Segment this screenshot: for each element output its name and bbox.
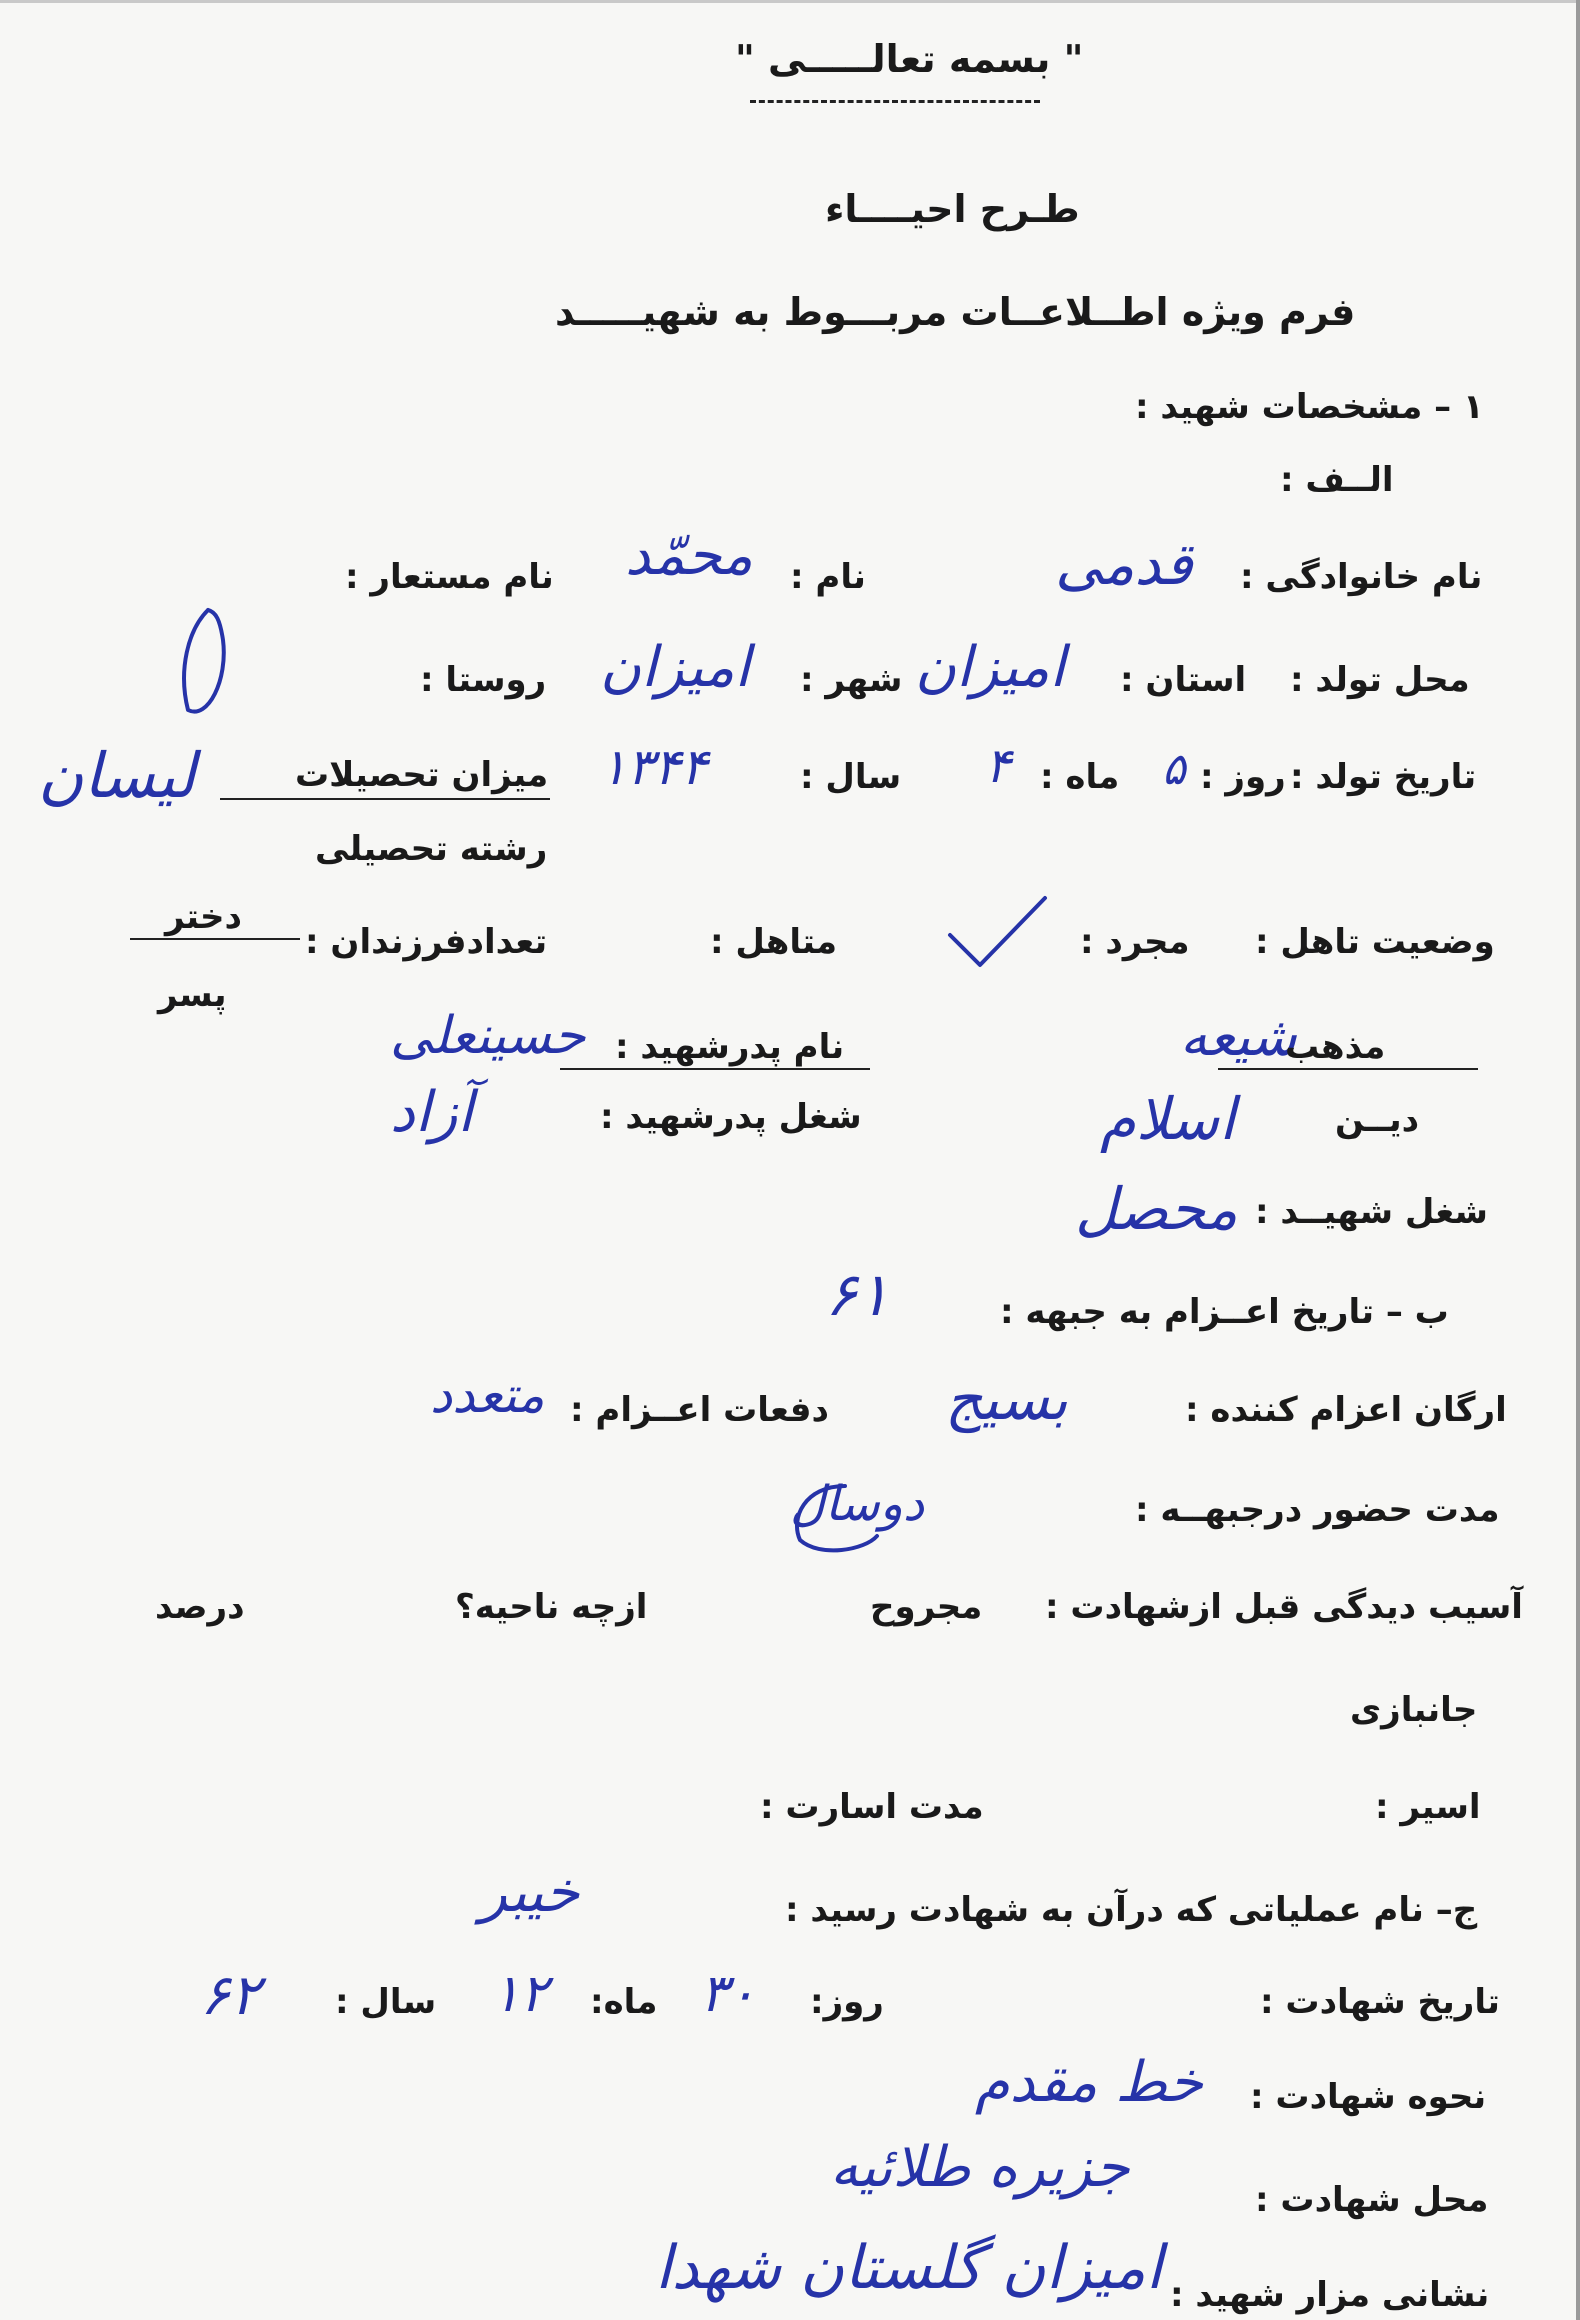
family-name-value: قدمی — [1055, 530, 1193, 598]
alias-label: نام مستعار : — [345, 557, 554, 597]
father-name-underline — [560, 1068, 870, 1070]
dispatch-date-label: ب – تاريخ اعــزام به جبهه : — [1000, 1292, 1449, 1332]
education-scribble-mark — [148, 600, 268, 730]
children-daughter-label: دختر — [165, 897, 242, 937]
dispatch-org-value: بسیج — [945, 1365, 1068, 1433]
village-label: روستا : — [420, 660, 547, 700]
front-duration-value: دوسال — [790, 1476, 925, 1532]
m-day-label: روز: — [810, 1982, 884, 2022]
father-job-value: آزاد — [390, 1080, 474, 1145]
form-title: فرم ويژه اطــلاعــات مربـــوط به شهيـــــد — [555, 290, 1356, 334]
m-month-value: ۱۲ — [492, 1964, 548, 2024]
operation-label: ج– نام عملياتى كه درآن به شهادت رسيد : — [785, 1890, 1478, 1930]
captivity-label: مدت اسارت : — [760, 1787, 984, 1827]
martyr-job-value: محصل — [1075, 1175, 1238, 1243]
year-value: ۱۳۴۴ — [600, 738, 708, 796]
operation-value: خیبر — [480, 1860, 580, 1925]
part-alef-label: الــف : — [1280, 460, 1394, 500]
veteran-label: جانبازى — [1350, 1690, 1478, 1730]
plan-title: طـرح احيــــاء — [825, 187, 1080, 231]
marital-label: وضعيت تاهل : — [1255, 922, 1495, 962]
religion-sect-underline — [1218, 1068, 1478, 1070]
married-label: متاهل : — [710, 922, 838, 962]
religion-sect-value: شیعه — [1180, 1005, 1297, 1068]
first-name-label: نام : — [790, 557, 866, 597]
grave-value: امیزان گلستان شهدا — [655, 2233, 1163, 2303]
birthplace-label: محل تولد : — [1290, 660, 1470, 700]
religion-label: ديــن — [1335, 1100, 1420, 1140]
education-label: ميزان تحصيلات — [295, 755, 549, 795]
father-name-value: حسینعلی — [390, 1006, 586, 1066]
scan-right-edge — [1576, 0, 1580, 2320]
year-label: سال : — [800, 757, 902, 797]
field-label: رشته تحصيلى — [315, 829, 548, 869]
province-label: استان : — [1120, 660, 1247, 700]
dispatch-date-value: ۶۱ — [825, 1260, 890, 1330]
children-count-line — [130, 938, 300, 940]
education-underline — [220, 798, 550, 800]
scan-top-edge — [0, 0, 1580, 3]
dispatch-org-label: ارگان اعزام كننده : — [1185, 1390, 1507, 1430]
injury-label: آسيب ديدگى قبل ازشهادت : — [1045, 1587, 1523, 1627]
education-value: لیسان — [38, 739, 196, 812]
day-label: روز : — [1200, 757, 1286, 797]
front-duration-loop-mark — [785, 1478, 885, 1558]
martyr-job-label: شغل شهيــد : — [1255, 1192, 1488, 1232]
family-name-label: نام خانوادگى : — [1240, 557, 1483, 597]
header-dash-line — [750, 100, 1040, 103]
month-value: ۴ — [985, 738, 1011, 794]
manner-value: خط مقدم — [975, 2050, 1203, 2115]
religion-sect-label: مذهب — [1285, 1027, 1386, 1067]
dispatch-count-label: دفعات اعــزام : — [570, 1390, 829, 1430]
city-label: شهر : — [800, 660, 903, 700]
children-son-label: پسر — [158, 975, 227, 1015]
children-label: تعدادفرزندان : — [305, 922, 548, 962]
captive-label: اسير : — [1375, 1787, 1481, 1827]
front-duration-label: مدت حضور درجبهــه : — [1135, 1490, 1500, 1530]
m-day-value: ۳۰ — [700, 1964, 756, 2024]
day-value: ۵ — [1162, 744, 1186, 795]
father-name-label: نام پدرشهيد : — [615, 1027, 845, 1067]
father-job-label: شغل پدرشهيد : — [600, 1097, 862, 1137]
m-month-label: ماه: — [590, 1982, 658, 2022]
section1-heading: ١ – مشخصات شهيد : — [1135, 387, 1484, 427]
grave-label: نشانى مزار شهيد : — [1170, 2275, 1490, 2315]
month-label: ماه : — [1040, 757, 1120, 797]
body-area-label: ازچه ناحيه؟ — [455, 1587, 648, 1627]
single-checkmark[interactable] — [945, 890, 1055, 970]
dispatch-count-value: متعدد — [430, 1366, 545, 1424]
m-year-value: ۶۲ — [200, 1963, 261, 2028]
first-name-value: محمّد — [625, 523, 753, 588]
martyrdom-date-label: تاريخ شهادت : — [1260, 1982, 1500, 2022]
province-value: امیزان — [915, 635, 1066, 700]
single-label: مجرد : — [1080, 922, 1190, 962]
basmala: " بسمه تعالـــــى " — [735, 37, 1084, 81]
city-value: امیزان — [600, 635, 751, 700]
manner-label: نحوه شهادت : — [1250, 2077, 1487, 2117]
birthdate-label: تاريخ تولد : — [1290, 757, 1477, 797]
religion-value: اسلام — [1100, 1085, 1236, 1153]
m-year-label: سال : — [335, 1982, 437, 2022]
place-label: محل شهادت : — [1255, 2180, 1489, 2220]
place-value: جزیره طلائیه — [830, 2135, 1130, 2200]
percent-label: درصد — [155, 1587, 245, 1627]
wounded-label: مجروح — [870, 1587, 983, 1627]
